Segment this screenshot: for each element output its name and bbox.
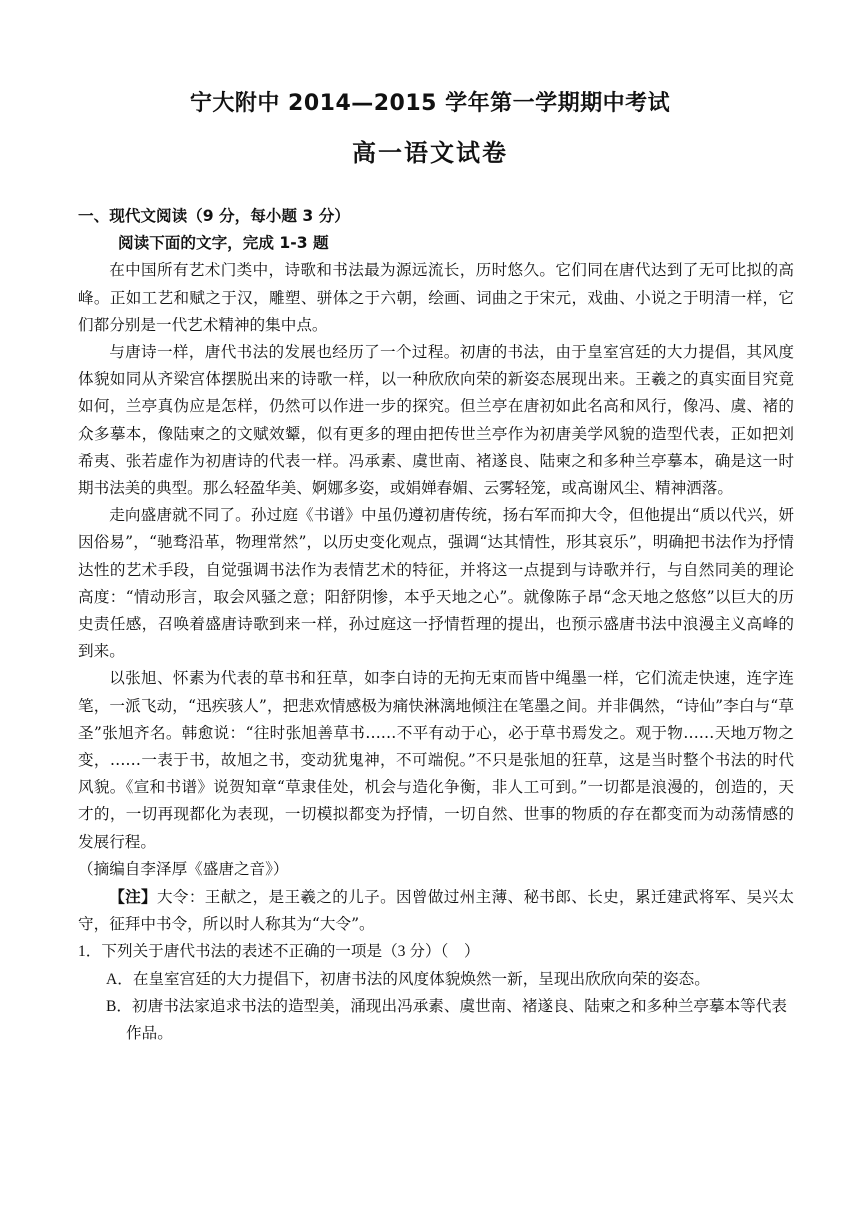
passage-paragraph-1: 在中国所有艺术门类中，诗歌和书法最为源远流长，历时悠久。它们同在唐代达到了无可比拟的高峰。正如工艺和赋之于汉，雕塑、骈体之于六朝，绘画、词曲之于宋元，戏曲、小说之于明清一样，它们都分别是一代艺术精神的集中点。: [78, 261, 794, 334]
question-1-stem: 1．下列关于唐代书法的表述不正确的一项是（3 分）（ ）: [78, 943, 480, 961]
passage-paragraph-4: [78, 665, 794, 855]
section-heading: 一、现代文阅读（9 分，每小题 3 分）: [78, 207, 350, 225]
exam-title: 宁大附中 2014—2015 学年第一学期期中考试: [189, 91, 671, 116]
option-b-label: B．: [106, 997, 132, 1015]
question-1-option-a[interactable]: [78, 966, 794, 993]
note-tag: 【注】: [109, 887, 157, 907]
option-a-label: A．: [106, 970, 133, 988]
passage-paragraph-3: 走向盛唐就不同了。孙过庭《书谱》中虽仍遵初唐传统，扬右军而抑大令，但他提出“质以代兴，妍因俗易”，“驰骛沿革，物理常然”，以历史变化观点，强调“达其情性，形其哀乐”，明确把书法作为抒情达性的艺术手段，自觉强调书法作为表情艺术的特征，并将这一点提到与诗歌并行，与自然同美的理论高度：“情动形言，取会风骚之意；阳舒阴惨，本乎天地之心”。就像陈子昂“念天地之悠悠”以巨大的历史责任感，召唤着盛唐诗歌到来一样，孙过庭这一抒情哲理的提出，也预示盛唐书法中浪漫主义高峰的到来。: [78, 506, 794, 661]
question-1-option-b[interactable]: [78, 993, 794, 1047]
passage-note: [78, 883, 794, 938]
option-b-text: 初唐书法家追求书法的造型美，涌现出冯承素、虞世南、褚遂良、陆柬之和多种兰亭摹本等代表作品。: [126, 997, 787, 1043]
exam-subtitle: 高一语文试卷: [352, 139, 508, 167]
passage-paragraph-2: 与唐诗一样，唐代书法的发展也经历了一个过程。初唐的书法，由于皇室宫廷的大力提倡，其风度体貌如同从齐梁宫体摆脱出来的诗歌一样，以一种欣欣向荣的新姿态展现出来。王羲之的真实面目究竟如何，兰亭真伪应是怎样，仍然可以作进一步的探究。但兰亭在唐初如此名高和风行，像冯、虞、褚的众多摹本，像陆柬之的文赋效颦，似有更多的理由把传世兰亭作为初唐美学风貌的造型代表，正如把刘希夷、张若虚作为初唐诗的代表一样。冯承素、虞世南、褚遂良、陆柬之和多种兰亭摹本，确是这一时期书法美的典型。那么轻盈华美、婀娜多姿，或娟婵春媚、云雾轻笼，或高谢风尘、精神洒落。: [78, 343, 794, 498]
section-instruction: 阅读下面的文字，完成 1-3 题: [118, 234, 329, 253]
note-text: 大令：王献之，是王羲之的儿子。因曾做过州主薄、秘书郎、长史，累迁建武将军、吴兴太守，征拜中书令，所以时人称其为“大令”。: [78, 888, 794, 934]
option-a-text: 在皇室宫廷的大力提倡下，初唐书法的风度体貌焕然一新，呈现出欣欣向荣的姿态。: [132, 970, 710, 988]
passage-paragraph-4-text: 以张旭、怀素为代表的草书和狂草，如李白诗的无拘无束而皆中绳墨一样，它们流走快速，连字连笔，一派飞动，“迅疾骇人”，把悲欢情感极为痛快淋漓地倾注在笔墨之间。并非偶然，“诗仙”李白与“草圣”张旭齐名。韩愈说：“往时张旭善草书……不平有动于心，必于草书焉发之。观于物……天地万物之变，……一表于书，故旭之书，变动犹鬼神，不可端倪。”不只是张旭的狂草，这是当时整个书法的时代风貌。《宣和书谱》说贺知章“草隶佳处，机会与造化争衡，非人工可到。”一切都是浪漫的，创造的，天才的，一切再现都化为表现，一切模拟都变为抒情，一切自然、世事的物质的存在都变而为动荡情感的发展行程。: [78, 669, 794, 851]
passage-source: （摘编自李泽厚《盛唐之音》）: [78, 859, 289, 878]
exam-content: [78, 203, 794, 1047]
